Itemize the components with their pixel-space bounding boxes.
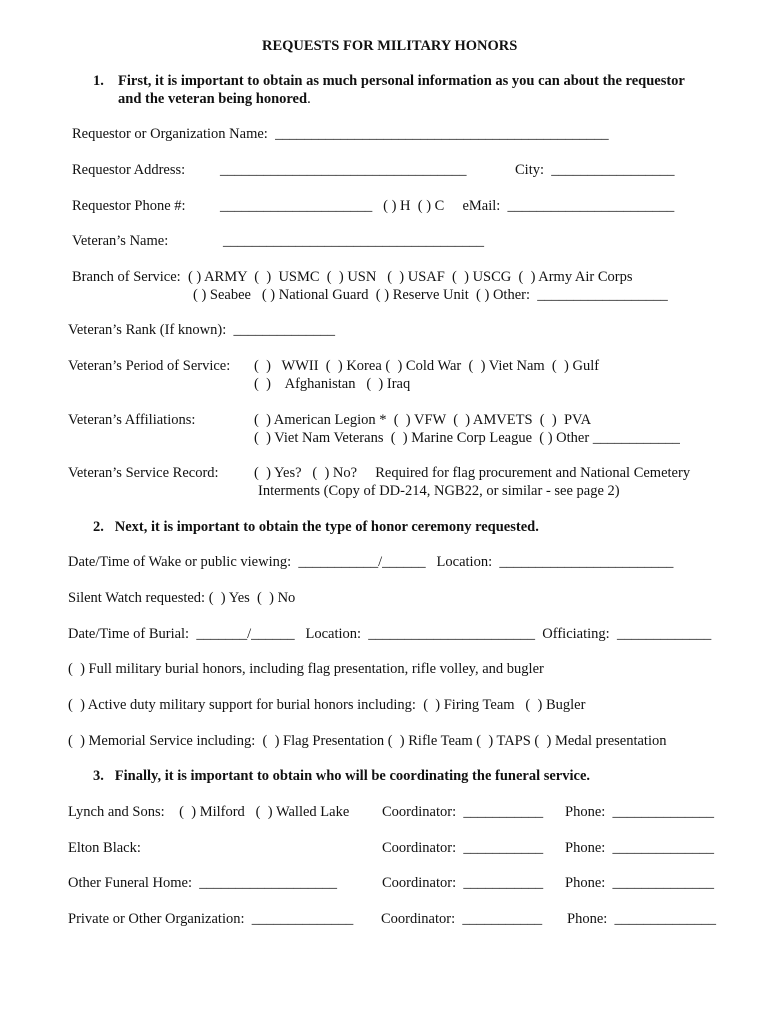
section1-number: 1.	[93, 73, 104, 89]
section3-heading: 3. Finally, it is important to obtain who will be coordinating the funeral service.	[93, 768, 591, 784]
branch-of-service-line1[interactable]: Branch of Service: ( ) ARMY ( ) USMC ( ) USN ( ) USAF ( ) USCG ( ) Army Air Corps	[72, 269, 633, 285]
coordinator-row-coordinator[interactable]: Coordinator: ___________	[382, 875, 544, 891]
coordinator-row-coordinator[interactable]: Coordinator: ___________	[382, 840, 544, 856]
section2-heading: 2. Next, it is important to obtain the type of honor ceremony requested.	[93, 519, 539, 535]
section1-heading-line2-text: and the veteran being honored	[118, 91, 308, 107]
coordinator-row-left[interactable]: Other Funeral Home: ___________________	[68, 875, 338, 891]
branch-of-service-line2[interactable]: ( ) Seabee ( ) National Guard ( ) Reserve Unit ( ) Other: __________________	[193, 287, 668, 303]
wake-field[interactable]: Date/Time of Wake or public viewing: ___________/______ Location: ________________________	[68, 554, 674, 570]
silent-watch-field[interactable]: Silent Watch requested: ( ) Yes ( ) No	[68, 590, 296, 606]
service-record-label: Veteran’s Service Record:	[68, 465, 219, 481]
coordinator-row-coordinator[interactable]: Coordinator: ___________	[382, 804, 544, 820]
coordinator-row-phone[interactable]: Phone: ______________	[565, 875, 715, 891]
affiliations-line1[interactable]: ( ) American Legion * ( ) VFW ( ) AMVETS ( ) PVA	[254, 412, 592, 428]
memorial-service-option[interactable]: ( ) Memorial Service including: ( ) Flag Presentation ( ) Rifle Team ( ) TAPS ( ) Medal presentation	[68, 733, 667, 749]
period-of-service-line2[interactable]: ( ) Afghanistan ( ) Iraq	[254, 376, 411, 392]
veteran-name-label: Veteran’s Name:	[72, 233, 169, 249]
coordinator-row-left[interactable]: Lynch and Sons: ( ) Milford ( ) Walled Lake	[68, 804, 350, 820]
affiliations-line2[interactable]: ( ) Viet Nam Veterans ( ) Marine Corp League ( ) Other ____________	[254, 430, 680, 446]
veteran-rank-field[interactable]: Veteran’s Rank (If known): ______________	[68, 322, 335, 338]
active-duty-option[interactable]: ( ) Active duty military support for burial honors including: ( ) Firing Team ( ) Bugler	[68, 697, 586, 713]
period-of-service-label: Veteran’s Period of Service:	[68, 358, 231, 374]
requestor-address-label: Requestor Address:	[72, 162, 186, 178]
section1-heading-line1: First, it is important to obtain as much personal information as you can about the requestor	[118, 73, 685, 89]
coordinator-row-left: Elton Black:	[68, 840, 141, 856]
coordinator-row-phone[interactable]: Phone: ______________	[567, 911, 717, 927]
period-of-service-line1[interactable]: ( ) WWII ( ) Korea ( ) Cold War ( ) Viet Nam ( ) Gulf	[254, 358, 600, 374]
requestor-org-name-field[interactable]: Requestor or Organization Name: ______________________________________________	[72, 126, 609, 142]
section1-heading-end: .	[307, 91, 311, 107]
service-record-line2: Interments (Copy of DD-214, NGB22, or similar - see page 2)	[258, 483, 620, 499]
affiliations-label: Veteran’s Affiliations:	[68, 412, 196, 428]
veteran-name-field[interactable]: ____________________________________	[223, 233, 484, 249]
requestor-city-field[interactable]: City: _________________	[515, 162, 675, 178]
coordinator-row-coordinator[interactable]: Coordinator: ___________	[381, 911, 543, 927]
full-honors-option[interactable]: ( ) Full military burial honors, including flag presentation, rifle volley, and bugler	[68, 661, 544, 677]
requestor-phone-email-field[interactable]: _____________________ ( ) H ( ) C eMail: _______________________	[220, 198, 675, 214]
service-record-line1[interactable]: ( ) Yes? ( ) No? Required for flag procurement and National Cemetery	[254, 465, 691, 481]
page-title: REQUESTS FOR MILITARY HONORS	[262, 38, 518, 54]
requestor-address-field[interactable]: __________________________________	[220, 162, 467, 178]
section1-heading-line2	[118, 90, 311, 108]
coordinator-row-phone[interactable]: Phone: ______________	[565, 804, 715, 820]
burial-field[interactable]: Date/Time of Burial: _______/______ Location: _______________________ Officiating: _____________	[68, 626, 712, 642]
coordinator-row-phone[interactable]: Phone: ______________	[565, 840, 715, 856]
coordinator-row-left[interactable]: Private or Other Organization: ______________	[68, 911, 354, 927]
requestor-phone-label: Requestor Phone #:	[72, 198, 186, 214]
